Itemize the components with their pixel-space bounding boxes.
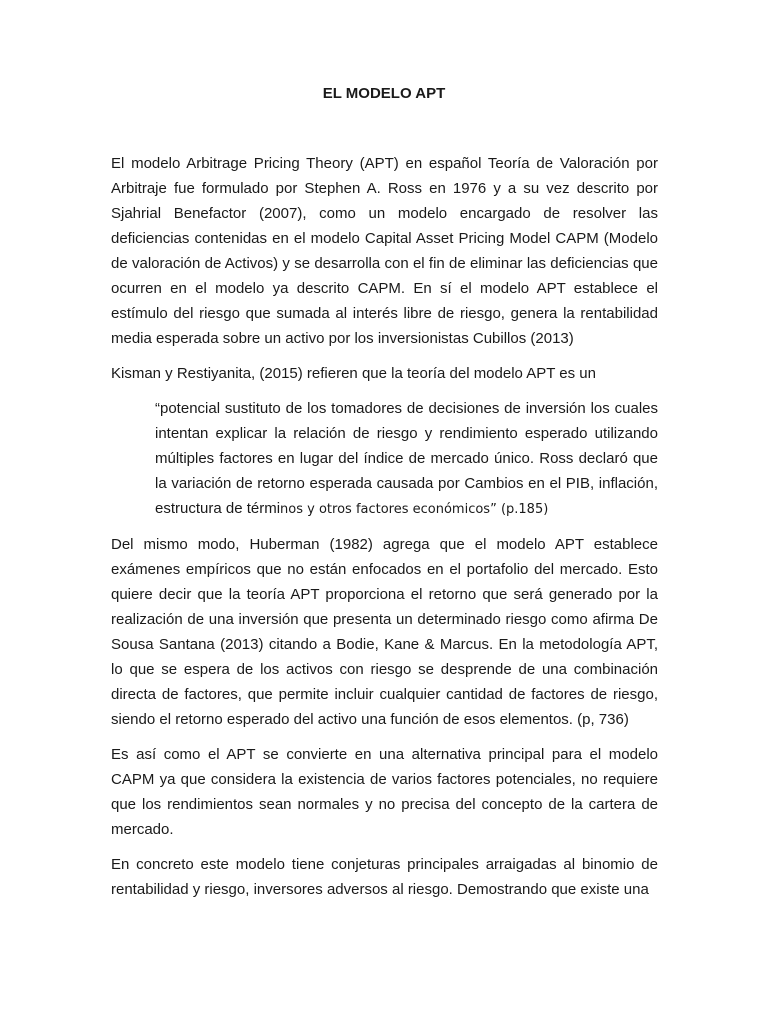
paragraph-conjectures: En concreto este modelo tiene conjeturas principales arraigadas al binomio de rentabilidad y riesgo, inversores adversos al riesgo. Demostrando que existe una [111,856,658,898]
block-quote [155,396,658,522]
document-title: EL MODELO APT [322,85,446,102]
document-body [111,151,658,912]
block-quote-text: “potencial sustituto de los tomadores de decisiones de inversión los cuales intentan explicar la relación de riesgo y rendimiento esperado utilizando múltiples factores en lugar del índice de mercado único. Ross declaró que la variación de retorno esperada causada por Cambios en el PIB, inflación, estructura de térmi [155,400,658,517]
paragraph-intro: El modelo Arbitrage Pricing Theory (APT) en español Teoría de Valoración por Arbitraje fue formulado por Stephen A. Ross en 1976 y a su vez descrito por Sjahrial Benefactor (2007), como un modelo encargado de resolver las deficiencias contenidas en el modelo Capital Asset Pricing Model CAPM (Modelo de valoración de Activos) y se desarrolla con el fin de eliminar las deficiencias que ocurren en el modelo ya descrito CAPM. En sí el modelo APT establece el estímulo del riesgo que sumada al interés libre de riesgo, genera la rentabilidad media esperada sobre un activo por los inversionistas Cubillos (2013) [111,155,658,347]
paragraph-alternative: Es así como el APT se convierte en una alternativa principal para el modelo CAPM ya que considera la existencia de varios factores potenciales, no requiere que los rendimientos sean normales y no precisa del concepto de la cartera de mercado. [111,746,658,838]
paragraph-kisman: Kisman y Restiyanita, (2015) refieren que la teoría del modelo APT es un [111,365,596,382]
block-quote-citation: nos y otros factores económicos” (p.185) [280,502,549,517]
paragraph-huberman: Del mismo modo, Huberman (1982) agrega que el modelo APT establece exámenes empíricos que no están enfocados en el portafolio del mercado. Esto quiere decir que la teoría APT proporciona el retorno que será generado por la realización de una inversión que presenta un determinado riesgo como afirma De Sousa Santana (2013) citando a Bodie, Kane & Marcus. En la metodología APT, lo que se espera de los activos con riesgo se desprende de una combinación directa de factores, que permite incluir cualquier cantidad de factores de riesgo, siendo el retorno esperado del activo una función de esos elementos. (p, 736) [111,536,658,728]
